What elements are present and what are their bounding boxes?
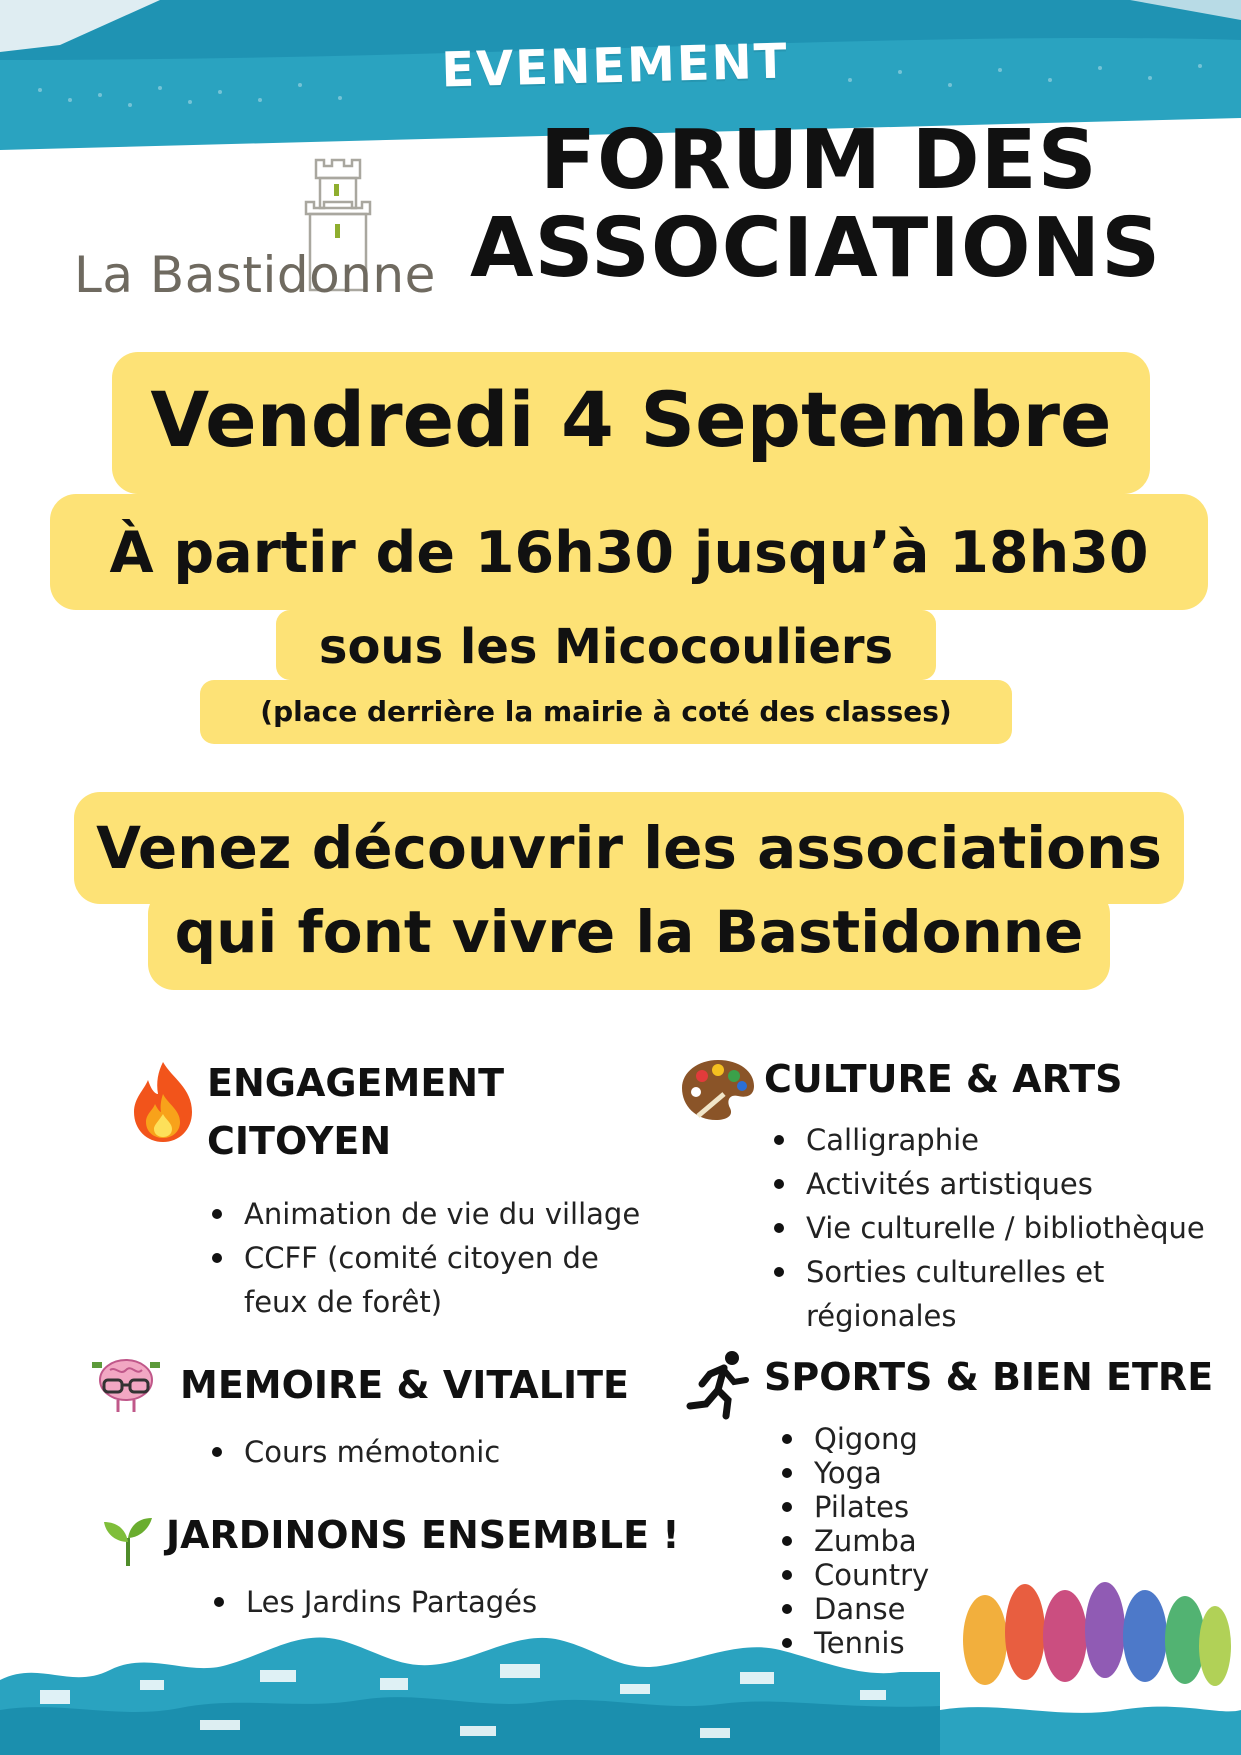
category-jardin <box>166 1506 686 1564</box>
title-line1: FORUM DES <box>540 113 1098 208</box>
category-memoire <box>180 1356 660 1414</box>
list-item: Cours mémotonic <box>210 1430 650 1474</box>
category-title: MEMOIRE & VITALITE <box>180 1363 630 1407</box>
tagline-line2: qui font vivre la Bastidonne <box>174 898 1084 966</box>
category-sports <box>764 1348 1224 1406</box>
category-title: JARDINONS ENSEMBLE ! <box>166 1513 680 1557</box>
list-item: Yoga <box>780 1456 1080 1490</box>
list-item-continuation: feux de forêt) <box>244 1285 443 1319</box>
list-item: Qigong <box>780 1422 1080 1456</box>
list-item: Country <box>780 1558 1080 1592</box>
category-culture <box>764 1050 1204 1108</box>
list-item: Pilates <box>780 1490 1080 1524</box>
list-item: Activités artistiques <box>772 1162 1232 1206</box>
culture-list <box>772 1118 1232 1338</box>
event-date: Vendredi 4 Septembre <box>150 375 1112 464</box>
category-title-line2: CITOYEN <box>207 1119 392 1163</box>
memoire-list <box>210 1430 650 1474</box>
runner-icon <box>680 1350 756 1424</box>
category-title: SPORTS & BIEN ETRE <box>764 1355 1214 1399</box>
title-line2: ASSOCIATIONS <box>470 201 1162 296</box>
fire-icon <box>126 1060 200 1144</box>
bottom-decoration <box>0 1560 1241 1755</box>
list-item: Animation de vie du village <box>210 1192 650 1236</box>
list-item-continuation: régionales <box>806 1299 957 1333</box>
list-item: Zumba <box>780 1524 1080 1558</box>
logo <box>66 150 436 310</box>
list-item: Calligraphie <box>772 1118 1232 1162</box>
palette-icon <box>680 1056 756 1122</box>
list-item: Les Jardins Partagés <box>212 1580 652 1624</box>
logo-text: La Bastidonne <box>74 246 436 304</box>
page-title <box>470 113 1190 296</box>
category-title: CULTURE & ARTS <box>764 1057 1123 1101</box>
engagement-list <box>210 1192 650 1324</box>
banner-label: EVENEMENT <box>440 33 790 99</box>
list-item: Vie culturelle / bibliothèque <box>772 1206 1232 1250</box>
event-time: À partir de 16h30 jusqu’à 18h30 <box>109 520 1149 586</box>
category-title: ENGAGEMENT <box>207 1061 505 1105</box>
location-detail: (place derrière la mairie à coté des classes) <box>260 695 952 728</box>
category-engagement <box>207 1054 647 1170</box>
list-item: Tennis <box>780 1626 1080 1660</box>
list-item: CCFF (comité citoyen de <box>210 1236 650 1280</box>
brain-icon <box>90 1354 162 1416</box>
list-item: Sorties culturelles et <box>772 1250 1232 1294</box>
location-name: sous les Micocouliers <box>318 619 894 675</box>
list-item: Danse <box>780 1592 1080 1626</box>
tagline-line1: Venez découvrir les associations <box>96 814 1162 882</box>
